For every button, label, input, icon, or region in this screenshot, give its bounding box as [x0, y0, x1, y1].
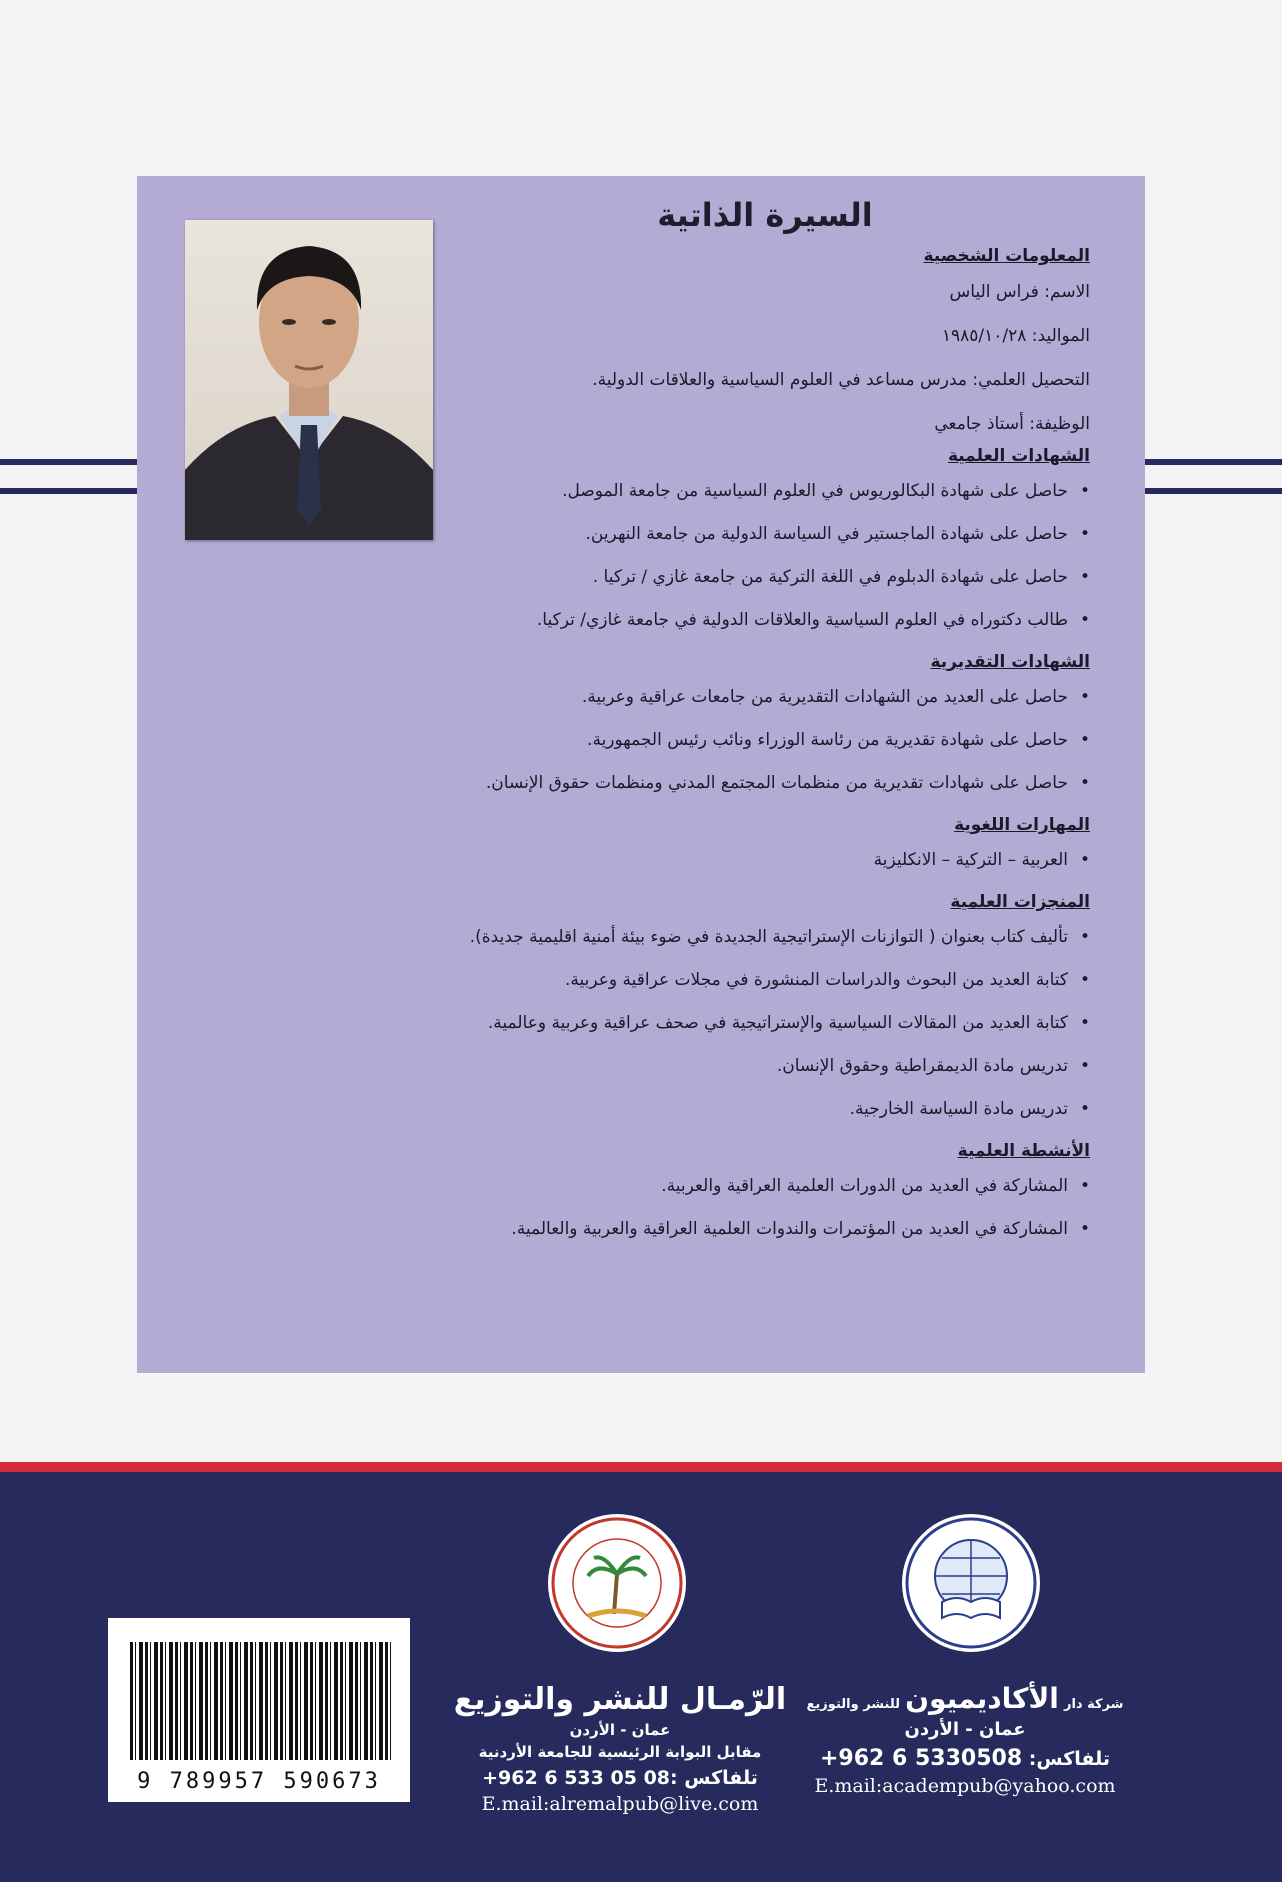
personal-job: الوظيفة: أستاذ جامعي — [934, 414, 1090, 434]
alremal-address: مقابل البوابة الرئيسية للجامعة الأردنية — [478, 1743, 762, 1761]
academics-email: E.mail:academpub@yahoo.com — [814, 1775, 1116, 1797]
footer-red-line — [0, 1462, 1282, 1472]
list-item: • حاصل على العديد من الشهادات التقديرية من جامعات عراقية وعربية. — [460, 686, 1090, 708]
languages-heading: المهارات اللغوية — [954, 815, 1090, 835]
list-item: • حاصل على شهادات تقديرية من منظمات المجتمع المدني ومنظمات حقوق الإنسان. — [460, 772, 1090, 794]
cv-title: السيرة الذاتية — [657, 196, 873, 234]
achievements-heading: المنجزات العلمية — [950, 892, 1090, 912]
list-item: • تدريس مادة الديمقراطية وحقوق الإنسان. — [460, 1055, 1090, 1077]
academics-fax: +962 6 5330508 — [820, 1746, 1023, 1771]
list-item: • حاصل على شهادة الدبلوم في اللغة التركية من جامعة غازي / تركيا . — [460, 566, 1090, 588]
list-item: • حاصل على شهادة تقديرية من رئاسة الوزراء ونائب رئيس الجمهورية. — [460, 729, 1090, 751]
globe-book-icon — [902, 1514, 1040, 1652]
left-stripe-top — [0, 459, 137, 465]
languages-list — [460, 849, 1090, 871]
achievements-list — [460, 926, 1090, 1120]
personal-education: التحصيل العلمي: مدرس مساعد في العلوم السياسية والعلاقات الدولية. — [592, 370, 1090, 390]
list-item: • حاصل على شهادة البكالوريوس في العلوم السياسية من جامعة الموصل. — [460, 480, 1090, 502]
barcode-bars — [130, 1642, 392, 1760]
list-item: • حاصل على شهادة الماجستير في السياسة الدولية من جامعة النهرين. — [460, 523, 1090, 545]
degrees-heading: الشهادات العلمية — [947, 446, 1090, 466]
cv-content — [460, 196, 1090, 1261]
personal-birth: المواليد: ١٩٨٥/١٠/٢٨ — [941, 326, 1090, 346]
personal-heading: المعلومات الشخصية — [923, 246, 1090, 266]
alremal-city: عمان - الأردن — [569, 1721, 671, 1739]
alremal-fax: تلفاكس :08 05 533 6 962+ — [482, 1767, 758, 1789]
academics-fax-label: تلفاكس: — [1028, 1748, 1110, 1770]
portrait-illustration — [185, 220, 433, 540]
right-stripe-top — [1145, 459, 1282, 465]
list-item: • كتابة العديد من المقالات السياسية والإستراتيجية في صحف عراقية وعربية وعالمية. — [460, 1012, 1090, 1034]
activities-heading: الأنشطة العلمية — [957, 1141, 1090, 1161]
author-photo — [185, 220, 433, 540]
academics-publisher-info — [800, 1682, 1130, 1797]
barcode — [108, 1618, 410, 1802]
alremal-name: الرّمـال للنشر والتوزيع — [453, 1682, 787, 1717]
alremal-logo — [548, 1514, 686, 1652]
list-item: • طالب دكتوراه في العلوم السياسية والعلاقات الدولية في جامعة غازي/ تركيا. — [460, 609, 1090, 631]
list-item: • كتابة العديد من البحوث والدراسات المنشورة في مجلات عراقية وعربية. — [460, 969, 1090, 991]
academics-name-row — [800, 1682, 1130, 1715]
left-stripe-bottom — [0, 488, 137, 494]
academics-suffix: للنشر والتوزيع — [806, 1697, 901, 1712]
isbn-number: 9 789957 590673 — [137, 1769, 381, 1794]
list-item: • المشاركة في العديد من الدورات العلمية العراقية والعربية. — [460, 1175, 1090, 1197]
list-item: • تأليف كتاب بعنوان ( التوازنات الإستراتيجية الجديدة في ضوء بيئة أمنية اقليمية جديدة). — [460, 926, 1090, 948]
list-item: • تدريس مادة السياسة الخارجية. — [460, 1098, 1090, 1120]
academics-logo — [902, 1514, 1040, 1652]
academics-city: عمان - الأردن — [904, 1719, 1026, 1740]
academics-fax-row — [800, 1746, 1130, 1771]
list-item: • المشاركة في العديد من المؤتمرات والندوات العلمية العراقية والعربية والعالمية. — [460, 1218, 1090, 1240]
personal-name: الاسم: فراس الياس — [949, 282, 1090, 302]
academics-prefix: شركة دار — [1063, 1697, 1124, 1712]
degrees-list — [460, 480, 1090, 631]
certificates-heading: الشهادات التقديرية — [930, 652, 1090, 672]
academics-name: الأكاديميون — [905, 1682, 1059, 1715]
activities-list — [460, 1175, 1090, 1240]
list-item: • العربية – التركية – الانكليزية — [460, 849, 1090, 871]
alremal-email: E.mail:alremalpub@live.com — [481, 1793, 759, 1815]
palm-tree-icon — [548, 1514, 686, 1652]
right-stripe-bottom — [1145, 488, 1282, 494]
alremal-publisher-info — [440, 1682, 800, 1815]
certificates-list — [460, 686, 1090, 794]
